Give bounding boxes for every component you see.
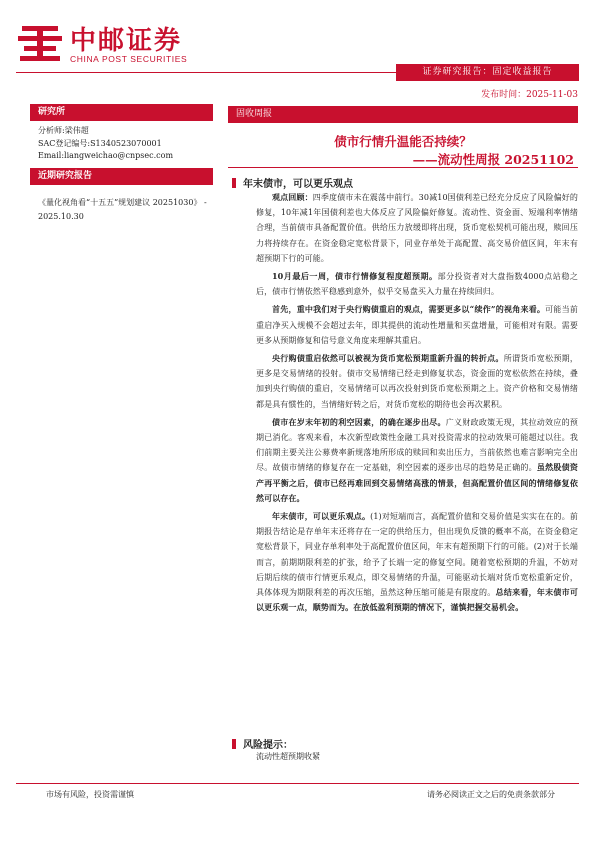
report-body (256, 190, 578, 618)
paragraph-year-end (256, 509, 578, 615)
paragraph-text: (1)对短端而言，高配置价值和交易价值是实实在在的。前期报告结论是存单年末还将存在一定的供给压力，但出现负反馈的概率不高，在资金稳定宽松背景下，同业存单利率处于高配置价值区间，年末有超预期下行的可能。(2)对于长端而言，前期期限利差的扩张，给予了长端一定的修复空间。随着宽松预期的升温，不妨对后期后续的债市行情更乐观点，即交易情绪的升温，可能驱动长端对货币宽松重新定价，具体体现为期限利差的再次压缩，虽然这种压缩可能是有限度的。 (256, 512, 578, 598)
paragraph-text: 四季度债市未在震荡中前行。30减10国债利差已经充分反应了风险偏好的修复，10年减1年国债利差也大体反应了风险偏好修复。流动性、资金面、短端利率情绪合理，当前债市具备配置价值。供给压力放缓即将出现，货币宽松契机可能出现，赎回压力将持续存在。在资金稳定宽松背景下，同业存单处于高配置、高交易价值区间，年末有超预期下行的可能。 (256, 193, 578, 263)
bold-lead: 重中我们对于央行购债重启的观点，需要更多以“续作”的视角来看。 (296, 304, 546, 315)
heading-marker-icon (232, 739, 236, 749)
title-rule (228, 167, 578, 168)
brand-name-cn: 中邮证券 (70, 26, 183, 56)
report-type-banner: 证券研究报告：固定收益报告 (396, 64, 579, 81)
paragraph-first (256, 302, 578, 348)
sac-number: SAC登记编号:S1340523070001 (38, 138, 162, 148)
bold-lead: 首先， (272, 304, 297, 315)
report-subtitle: ——流动性周报 20251102 (412, 152, 574, 167)
paragraph-text: 部分投资者对大盘指数4000点站稳之后，债市行情依然平稳感到意外，似乎交易盘买入力量在持续回归。 (256, 272, 578, 297)
bold-lead: 观点回顾： (272, 192, 313, 202)
analyst-info (38, 125, 213, 163)
footer-rule (16, 783, 579, 784)
section-label: 固收周报 (228, 106, 578, 123)
footer-disclaimer-right: 请务必阅读正文之后的免责条款部分 (427, 790, 555, 799)
paragraph-risk-factors (256, 415, 578, 506)
paragraph-review (256, 190, 578, 266)
recent-report-item: 《量化视角看“十五五”规划建议 20251030》 - 2025.10.30 (38, 198, 207, 221)
paragraph-text: 广义财政政策无现，其拉动效应的预期已消化。客观来看，本次新型政策性金融工具对投资需求的拉动效果可能超过以往。我们前期主要关注公募费率新规落地所形成的赎回和卖出压力，当前依然也难言影响完全出尽。故债市情绪的修复存在一定基础，利空因素的逐步出尽的趋势是正确的。 (256, 417, 578, 473)
heading-marker-icon (232, 178, 236, 188)
bold-lead: 债市在岁末年初的利空因素，的确在逐步出尽。 (272, 416, 446, 427)
bold-lead: 10月最后一周，债市行情修复程度超预期。 (272, 271, 438, 282)
bold-lead: 年末债市，可以更乐观点。 (272, 511, 371, 522)
recent-reports-label: 近期研究报告 (30, 168, 213, 185)
heading-text: 年末债市，可以更乐观点 (243, 179, 353, 190)
publish-date: 发布时间：2025-11-03 (481, 90, 578, 100)
paragraph-central-bank (256, 351, 578, 412)
research-institute-label: 研究所 (30, 104, 213, 121)
bold-lead: 央行购债重启依然可以被视为货币宽松预期重新升温的转折点。 (272, 353, 504, 364)
analyst-name: 分析师:梁伟超 (38, 126, 89, 135)
analyst-email: Email:liangweichao@cnpsec.com (38, 151, 174, 160)
risk-warning-text: 流动性超预期收紧 (256, 752, 320, 761)
company-logo (18, 18, 208, 70)
section-heading-outlook (232, 175, 353, 190)
bold-conclusion: 总结来看，年末债市可以更乐观一点，顺势而为。在放低盈利预期的情况下，谨慎把握交易机会。 (256, 587, 579, 613)
section-heading-risk (232, 736, 293, 751)
paragraph-text: 所谓货币宽松预期，更多是交易情绪的投射。债市交易情绪已经走到修复状态，资金面的宽松依然在持续，叠加到央行购债的重启，交易情绪可以再次投射到货币宽松预期之上。资产价格和交易情绪都是具有惯性的，当情绪好转之后，对货币宽松的期待也会再次累积。 (256, 354, 579, 409)
report-title: 债市行情升温能否持续？ (334, 134, 472, 149)
logo-mark-icon (18, 22, 62, 62)
paragraph-text: 可能当前重启净买入规模不会超过去年，即其提供的流动性增量和买盘增量，可能相对有限。需要更多从预期修复和信号意义角度来理解其重启。 (256, 305, 578, 345)
bold-conclusion: 虽然股债资产再平衡之后，债市已经再难回到交易情绪高涨的情景，但高配置价值区间的情绪修复依然可以存在。 (256, 462, 579, 503)
heading-text: 风险提示： (243, 740, 293, 751)
paragraph-october (256, 269, 578, 299)
brand-name-en: CHINA POST SECURITIES (70, 54, 188, 64)
footer-disclaimer-left: 市场有风险，投资需谨慎 (46, 790, 134, 799)
